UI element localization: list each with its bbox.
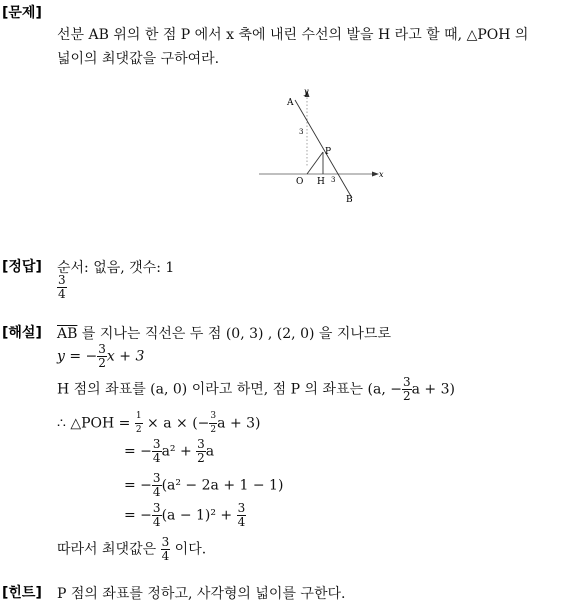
- label-3-segment: 3: [331, 176, 336, 184]
- solution-line-4: ∴ △POH = $\frac{1}{2}$ × a × (− $\frac{3}{2}$ a + 3): [57, 411, 261, 435]
- solution-line-7: = − $\frac{3}{4}$ (a − 1)² + $\frac{3}{4}$: [124, 501, 246, 529]
- coordinate-figure: [255, 86, 390, 208]
- solution-line-5: = − $\frac{3}{4}$ a² + $\frac{3}{2}$ a: [124, 437, 215, 465]
- solution-line-2: y = − $\frac{3}{2}$ x + 3: [57, 342, 145, 370]
- label-h: H: [317, 177, 325, 187]
- answer-tag: [정답]: [2, 259, 42, 275]
- problem-text-line-2: 넓이의 최댓값을 구하여라.: [57, 51, 220, 67]
- label-o: O: [296, 177, 304, 187]
- solution-line-3: H 점의 좌표를 (a, 0) 이라고 하면, 점 P 의 좌표는 (a, − $\frac{3}{2}$ a + 3): [57, 375, 455, 403]
- problem-tag: [문제]: [2, 5, 42, 21]
- label-x: x: [379, 170, 384, 179]
- answer-value: $\frac{3}{4}$: [58, 273, 66, 301]
- solution-line-1: $\overline{AB}$ 를 지나는 직선은 두 점 (0, 3) , (2, 0) 을 지나므로: [57, 326, 391, 342]
- solution-tag: [해설]: [2, 325, 42, 341]
- label-b: B: [346, 195, 353, 205]
- label-3-segment: 3: [299, 128, 304, 136]
- solution-line-6: = − $\frac{3}{4}$ (a² − 2a + 1 − 1): [124, 471, 284, 499]
- solution-line-8: 따라서 최댓값은 $\frac{3}{4}$ 이다.: [57, 535, 207, 563]
- label-a: A: [287, 98, 294, 108]
- hint-text: P 점의 좌표를 정하고, 사각형의 넓이를 구한다.: [57, 586, 346, 602]
- hint-tag: [힌트]: [2, 585, 42, 601]
- label-y: y: [304, 87, 309, 96]
- problem-text-line-1: 선분 AB 위의 한 점 P 에서 x 축에 내린 수선의 발을 H 라고 할 때, △POH 의: [57, 27, 529, 43]
- label-p: P: [325, 147, 332, 157]
- answer-order-text: 순서: 없음, 갯수: 1: [57, 260, 175, 276]
